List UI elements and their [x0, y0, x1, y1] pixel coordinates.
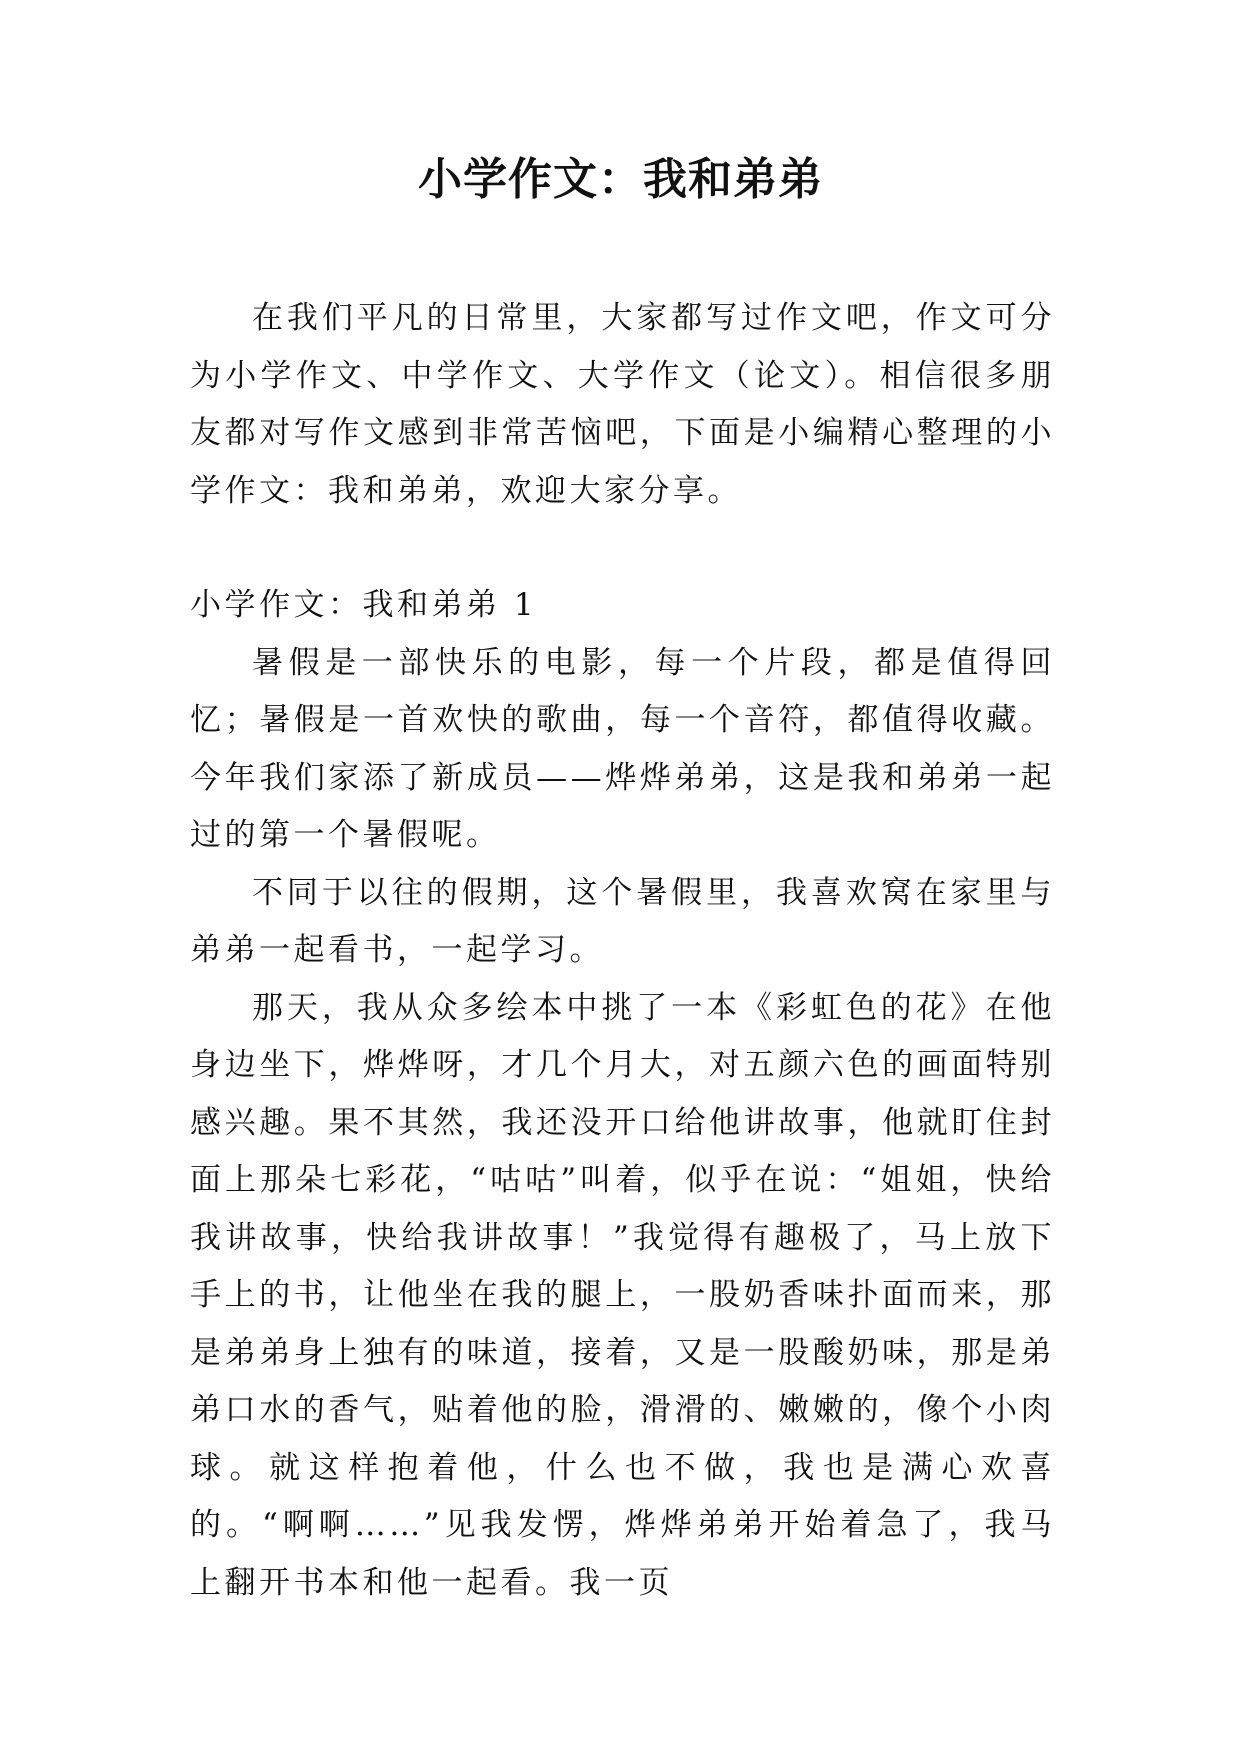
body-paragraph: 不同于以往的假期，这个暑假里，我喜欢窝在家里与弟弟一起看书，一起学习。: [190, 874, 1055, 968]
section-heading: 小学作文：我和弟弟 1: [190, 587, 538, 623]
document-body: [190, 290, 1055, 1612]
body-paragraph: 那天，我从众多绘本中挑了一本《彩虹色的花》在他身边坐下，烨烨呀，才几个月大，对五颜六色的画面特别感兴趣。果不其然，我还没开口给他讲故事，他就盯住封面上那朵七彩花，“咕咕”叫着，似乎在说：“姐姐，快给我讲故事，快给我讲故事！”我觉得有趣极了，马上放下手上的书，让他坐在我的腿上，一股奶香味扑面而来，那是弟弟身上独有的味道，接着，又是一股酸奶味，那是弟弟口水的香气，贴着他的脸，滑滑的、嫩嫩的，像个小肉球。就这样抱着他，什么也不做，我也是满心欢喜的。“啊啊……”见我发愣，烨烨弟弟开始着急了，我马上翻开书本和他一起看。我一页: [190, 989, 1055, 1601]
intro-paragraph: 在我们平凡的日常里，大家都写过作文吧，作文可分为小学作文、中学作文、大学作文（论文）。相信很多朋友都对写作文感到非常苦恼吧，下面是小编精心整理的小学作文：我和弟弟，欢迎大家分享。: [190, 300, 1055, 509]
document-title: 小学作文：我和弟弟: [418, 154, 823, 205]
body-paragraph: 暑假是一部快乐的电影，每一个片段，都是值得回忆；暑假是一首欢快的歌曲，每一个音符，都值得收藏。今年我们家添了新成员——烨烨弟弟，这是我和弟弟一起过的第一个暑假呢。: [190, 644, 1055, 853]
